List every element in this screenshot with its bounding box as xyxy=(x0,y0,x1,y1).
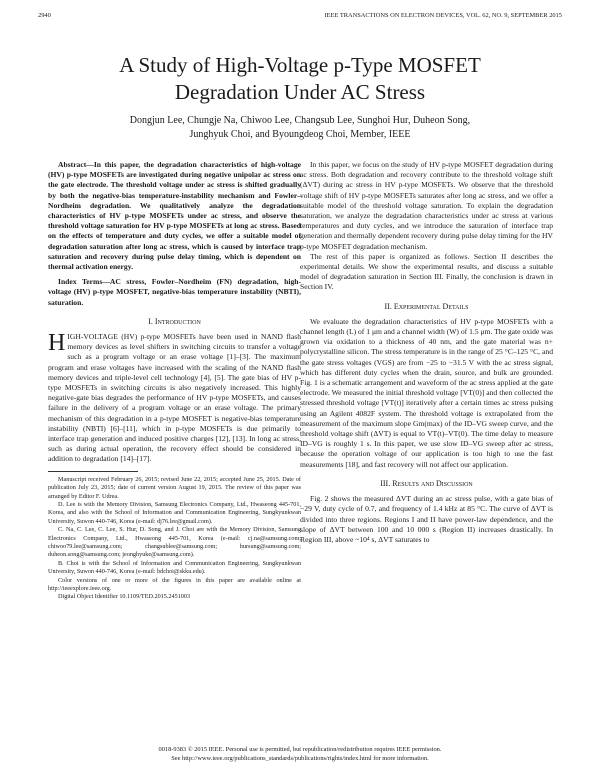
footnote-doi: Digital Object Identifier 10.1109/TED.2015.2451003 xyxy=(58,593,191,601)
footnote-divider xyxy=(48,471,138,472)
author-line: Junghyuk Choi, and Byoungdeog Choi, Member, IEEE xyxy=(189,128,411,140)
journal-name: IEEE TRANSACTIONS ON ELECTRON DEVICES, VOL. 62, NO. 9, SEPTEMBER 2015 xyxy=(324,12,562,19)
title-line: Degradation Under AC Stress xyxy=(174,80,426,104)
right-column xyxy=(300,160,553,545)
footnote-color: Color versions of one or more of the figures in this paper are available online at http://ieeexplore.ieee.org. xyxy=(48,576,301,592)
copyright-footer xyxy=(0,745,600,763)
footnote-author: B. Choi is with the School of Information and Communication Engineering, Sungkyunkwan University, Suwon 440-746, Korea (e-mail: bdchoi@skku.edu). xyxy=(48,559,301,576)
footnote-author: C. Na, C. Lee, C. Lee, S. Hur, D. Song, and J. Choi are with the Memory Division, Samsung Electronics Company, Ltd., Hwaseong 445-701, Korea (e-mail: cj.na@samsung.com; chiwoo79.lee@samsung.com; changsublee@samsung.com; hursung@samsung.com; duheon.song@samsung.com; jeonghyuke@samsung.com). xyxy=(48,526,301,559)
page-number: 2940 xyxy=(38,12,51,19)
body-paragraph: Fig. 2 shows the measured ΔVT during an ac stress pulse, with a gate bias of −29 V, duty cycle of 0.7, and frequency of 1.4 kHz at 85 °C. The curve of ΔVT is divided into three regions. Regions I and II have power-law dependence, and the slope of ΔVT between 100 and 10 000 s (Region II) increases drastically. In Region III, above ~10⁴ s, ΔVT saturates to xyxy=(300,494,553,544)
body-paragraph: We evaluate the degradation characteristics of HV p-type MOSFETs with a channel length (L) of 1 μm and a channel width (W) of 1.5 μm. The gate oxide was grown via oxidation to a thickness of 40 nm, and the gate material was n+ polycrystalline silicon. The stress temperature is in the range of 25 °C–125 °C, and the gate stress voltages (VGS) are from −25 to −31.5 V with the ac stress signal, which has different duty cycles when the drain, source, and bulk are grounded. Fig. 1 is a schematic arrangement and waveform of the ac stress applied at the gate electrode. We measured the initial threshold voltage [VT(0)] and then collected the stressed threshold voltage [VT(t)] iteratively after a certain times ac stress pulsing using an Agilent 4082F system. The threshold voltage is extrapolated from the measurement of the maximum slope Gm(max) of the ID–VG sweep curve, and the threshold voltage shift (ΔVT) is equal to VT(t)–VT(0). The time delay to measure ID–VG is roughly 1 s. In this paper, we use slow ID–VG sweep after ac stress, because the operation voltage of our application is too high to use the fast measurements [18], and fast recovery will not affect our application. xyxy=(300,316,553,469)
author-list xyxy=(60,114,540,141)
footer-line: See http://www.ieee.org/publications_standards/publications/rights/index.html for more information. xyxy=(171,755,429,762)
section-heading-results: III. Results and Discussion xyxy=(380,478,473,488)
index-terms: Index Terms—AC stress, Fowler–Nordheim (FN) degradation, high-voltage (HV) p-type MOSFET, negative-bias temperature instability (NBTI), saturation. xyxy=(48,277,301,307)
title-line: A Study of High-Voltage p-Type MOSFET xyxy=(119,53,481,77)
section-heading-experimental: II. Experimental Details xyxy=(384,301,469,311)
abstract: Abstract—In this paper, the degradation characteristics of high-voltage (HV) p-type MOSFETs are investigated during negative unipolar ac stress on the gate electrode. The threshold voltage under ac stress is shifted gradually by both the negative-bias temperature-instability mechanism and Fowler–Nordheim degradation. We qualitatively analyze the degradation characteristics of HV p-type MOSFETs under ac stress, and observe the threshold voltage saturation for HV p-type MOSFETs at long ac stress. Based on the effects of temperature and duty cycles, we offer a suitable model of degradation saturation after long ac stress, which is caused by interface trap saturation and recovery during pulse delay timing, which is dependent on thermal activation energy. xyxy=(48,160,301,272)
drop-cap: H xyxy=(48,330,66,357)
section-heading-introduction: I. Introduction xyxy=(148,316,201,326)
running-header xyxy=(38,12,562,19)
footer-line: 0018-9383 © 2015 IEEE. Personal use is permitted, but republication/redistribution requires IEEE permission. xyxy=(158,746,442,753)
footnote-author: D. Lee is with the Memory Division, Samsung Electronics Company, Ltd., Hwaseong 445-701, Korea, and also with the School of Information and Communication Engineering, Sungkyunkwan University, Suwon 440-746, Korea (e-mail: dj76.lee@gmail.com). xyxy=(48,500,301,525)
paper-title xyxy=(40,52,560,106)
intro-paragraph xyxy=(48,332,301,465)
body-paragraph: In this paper, we focus on the study of HV p-type MOSFET degradation during ac stress. Both degradation and recovery contribute to the threshold voltage shift (ΔVT) during ac stress in HV p-type MOSFETs. We observe that the threshold voltage shift of HV p-type MOSFETs saturates after long ac stress, and we offer a suitable model of the threshold voltage saturation. To explain the degradation saturation, we analyze the degradation characteristics under ac stress at various temperatures and duty cycles, and we introduce the saturation of interface trap generation and thermally dependent recovery during pulse delay timing for the HV p-type MOSFET degradation mechanism. xyxy=(300,160,553,251)
body-paragraph: The rest of this paper is organized as follows. Section II describes the experimental details. We show the experimental results, and discuss a suitable model of degradation saturation in Section III. Finally, the conclusion is drawn in Section IV. xyxy=(300,251,553,292)
footnote-manuscript: Manuscript received February 26, 2015; revised June 22, 2015; accepted June 25, 2015. Date of publication July 23, 2015; date of current version August 19, 2015. The review of this paper was arranged by Editor F. Udrea. xyxy=(48,475,301,500)
footnotes xyxy=(48,476,301,602)
intro-text: IGH-VOLTAGE (HV) p-type MOSFETs have been used in NAND flash memory devices as level shifters in switching circuits to transfer a voltage such as a program voltage or an erase voltage [1]–[3]. The maximum program and erase voltages have increased with the scaling of the NAND flash memory devices and triple-level cell technology [4], [5]. The gate bias of HV p-type MOSFETs in switching circuits is also negatively increased. This highly negative-gate bias degrades the performance of HV p-type MOSFETs, and causes failure in the delivery of a program voltage or an erase voltage. The primary mechanism of this degradation in a p-type MOSFET is negative-bias temperature instability (NBTI) [6]–[11], which in p-type MOSFETs is due primarily to interface trap generation and induced positive charges [12], [13]. In long ac stress, such as during actual operation, the recovery effect should be considered in addition to degradation [14]–[17]. xyxy=(48,332,301,464)
author-line: Dongjun Lee, Chungje Na, Chiwoo Lee, Changsub Lee, Sunghoi Hur, Duheon Song, xyxy=(129,115,471,126)
left-column xyxy=(48,160,301,602)
